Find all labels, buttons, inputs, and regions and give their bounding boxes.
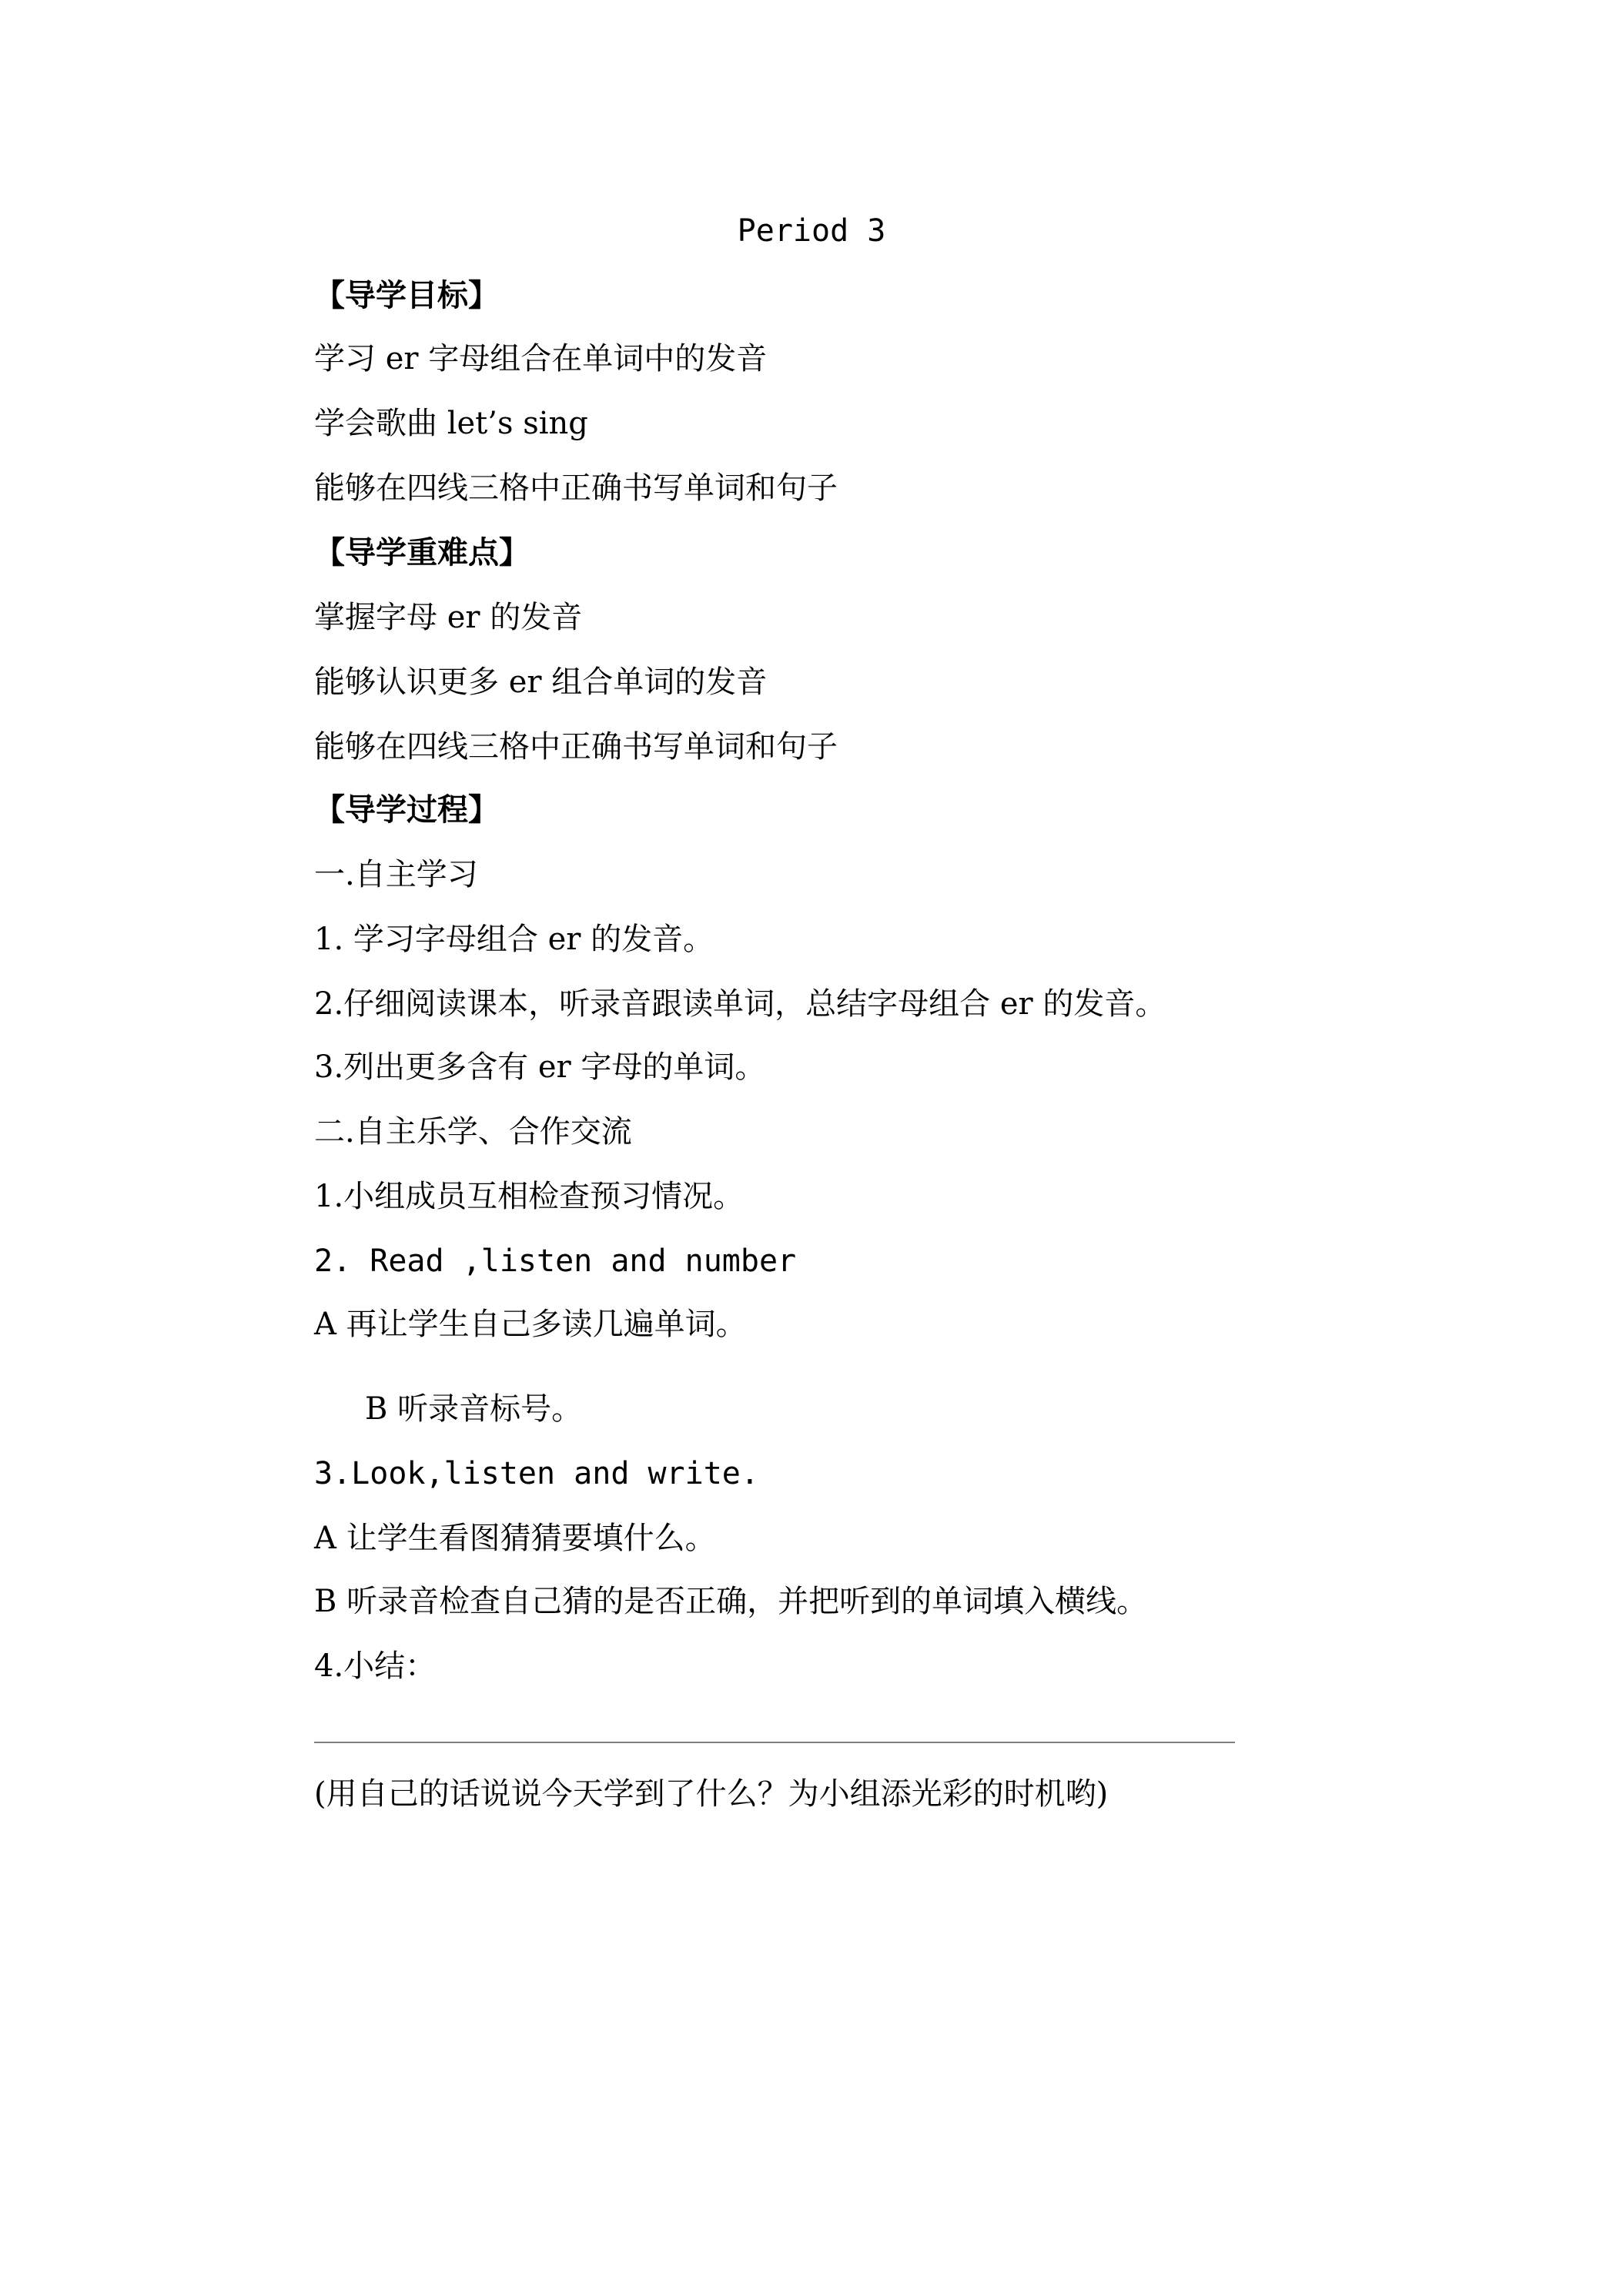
part2-title: 二.自主乐学、合作交流 xyxy=(314,1114,632,1150)
process-heading: 【导学过程】 xyxy=(314,792,499,828)
summary-note: (用自己的话说说今天学到了什么？为小组添光彩的时机哟) xyxy=(314,1776,1109,1812)
goal-item: 能够在四线三格中正确书写单词和句子 xyxy=(314,470,838,506)
key-point-item: 能够认识更多 er 组合单词的发音 xyxy=(314,664,768,700)
goals-heading: 【导学目标】 xyxy=(314,278,499,313)
key-point-item: 能够在四线三格中正确书写单词和句子 xyxy=(314,729,838,765)
part2-item: 3.Look,listen and write. xyxy=(314,1456,759,1491)
answer-rule xyxy=(314,1742,1235,1743)
goal-item: 学习 er 字母组合在单词中的发音 xyxy=(314,341,768,377)
page-title: Period 3 xyxy=(737,213,886,249)
part2-item: A 再让学生自己多读几遍单词。 xyxy=(314,1307,747,1342)
part1-item: 3.列出更多含有 er 字母的单词。 xyxy=(314,1049,766,1085)
part1-item: 1. 学习字母组合 er 的发音。 xyxy=(314,922,714,957)
part2-item: B 听录音检查自己猜的是否正确，并把听到的单词填入横线。 xyxy=(314,1584,1148,1619)
goal-item: 学会歌曲 let’s sing xyxy=(314,406,588,441)
part2-item: A 让学生看图猜猜要填什么。 xyxy=(314,1521,716,1556)
part2-item: 1.小组成员互相检查预习情况。 xyxy=(314,1179,745,1214)
part1-item: 2.仔细阅读课本，听录音跟读单词，总结字母组合 er 的发音。 xyxy=(314,986,1166,1022)
part1-title: 一.自主学习 xyxy=(314,857,478,892)
part2-item: B 听录音标号。 xyxy=(365,1391,583,1427)
part2-item: 4.小结： xyxy=(314,1648,437,1684)
key-point-item: 掌握字母 er 的发音 xyxy=(314,600,583,635)
key-points-heading: 【导学重难点】 xyxy=(314,535,530,571)
part2-item: 2. Read ,listen and number xyxy=(314,1243,797,1279)
